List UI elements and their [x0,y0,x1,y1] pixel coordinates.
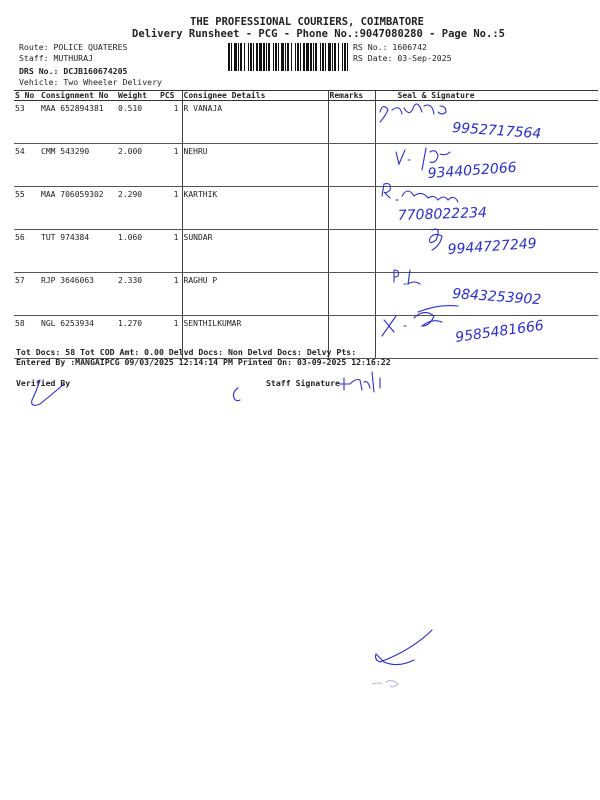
barcode-bar [328,43,331,71]
row-sno: 56 [14,230,40,273]
col-consignment: Consignment No [40,91,117,101]
staff-label: Staff: MUTHURAJ [19,53,93,63]
row-consignee: KARTHIK [182,187,328,230]
barcode-bar [344,43,346,71]
handwritten-phone: 9843253902 [451,286,542,309]
row-weight: 1.270 [117,316,159,359]
col-remarks: Remarks [328,91,375,101]
row-sno: 57 [14,273,40,316]
barcode-bar [263,43,265,71]
table-header-row [14,91,598,101]
row-remarks [328,144,375,187]
table-row [14,230,598,273]
staff-signature-label: Staff Signature [266,378,340,388]
barcode-bar [285,43,286,71]
barcode-bar [244,43,245,71]
bottom-scribble [376,630,433,665]
row-consignment: MAA 706059302 [40,187,117,230]
row-signature [375,230,598,273]
barcode-bar [295,43,296,71]
row-remarks [328,101,375,144]
row-weight: 2.330 [117,273,159,316]
row-remarks [328,230,375,273]
table-row [14,187,598,230]
route-label: Route: POLICE QUATERES [19,42,128,52]
row-pcs: 1 [159,230,182,273]
row-remarks [328,187,375,230]
row-weight: 1.060 [117,230,159,273]
barcode-bar [281,43,284,71]
row-weight: 0.510 [117,101,159,144]
barcode-bar [266,43,267,71]
barcode-bar [325,43,326,71]
rs-number: RS No.: 1606742 [353,42,427,52]
row-consignee: NEHRU [182,144,328,187]
totals-line: Tot Docs: 58 Tot COD Amt: 0.00 Delvd Docs: Non Delvd Docs: Delvy Pts: [16,347,357,357]
row-pcs: 1 [159,101,182,144]
barcode-bar [300,43,301,71]
barcode-bar [275,43,277,71]
barcode-graphic [228,43,350,71]
col-signature: Seal & Signature [375,91,598,101]
handwritten-phone: 7708022234 [397,204,488,224]
row-sno: 55 [14,187,40,230]
col-pcs: PCS [159,91,182,101]
barcode-bar [313,43,314,71]
vehicle-label: Vehicle: Two Wheeler Delivery [19,77,162,87]
barcode-bar [332,43,333,71]
row-weight: 2.000 [117,144,159,187]
row-signature [375,273,598,316]
barcode-bar [228,43,230,71]
row-sno: 54 [14,144,40,187]
handwritten-phone: 9952717564 [451,120,542,143]
row-consignee: RAGHU P [182,273,328,316]
barcode-bar [287,43,289,71]
barcode-bar [268,43,270,71]
barcode-bar [338,43,339,71]
barcode-bar [334,43,336,71]
handwritten-phone: 9344052066 [427,159,518,182]
company-name: THE PROFESSIONAL COURIERS, COIMBATORE [190,16,424,28]
faint-scribble [372,680,398,686]
row-pcs: 1 [159,187,182,230]
row-consignee: SUNDAR [182,230,328,273]
row-consignment: MAA 652894381 [40,101,117,144]
col-consignee: Consignee Details [182,91,328,101]
barcode-bar [310,43,312,71]
row-consignment: CMM 543290 [40,144,117,187]
col-weight: Weight [117,91,159,101]
rs-date: RS Date: 03-Sep-2025 [353,53,452,63]
barcode-bar [278,43,279,71]
row-consignment: RJP 3646063 [40,273,117,316]
barcode-bar [250,43,252,71]
row-weight: 2.290 [117,187,159,230]
barcode-bar [315,43,317,71]
runsheet-table [14,90,598,359]
barcode-bar [273,43,274,71]
row-sno: 58 [14,316,40,359]
barcode-bar [234,43,237,71]
col-sno: S No [14,91,40,101]
barcode-bar [291,43,292,71]
row-sno: 53 [14,101,40,144]
row-consignment: TUT 974384 [40,230,117,273]
row-consignee: R VANAJA [182,101,328,144]
barcode-bar [238,43,239,71]
barcode-bar [320,43,321,71]
barcode-bar [259,43,262,71]
barcode-bar [256,43,258,71]
stray-mark [234,388,241,401]
row-signature [375,101,598,144]
verified-by-label: Verified By [16,378,71,388]
row-signature [375,187,598,230]
drs-number: DRS No.: DCJB160674205 [19,66,128,76]
row-consignment: NGL 6253934 [40,316,117,359]
table-row [14,273,598,316]
handwritten-phone: 9585481666 [454,317,545,346]
row-pcs: 1 [159,273,182,316]
barcode-bar [248,43,249,71]
barcode [228,43,350,71]
barcode-bar [303,43,305,71]
barcode-bar [253,43,254,71]
row-signature [375,316,598,359]
barcode-bar [347,43,348,71]
handwritten-phone: 9944727249 [447,235,538,258]
row-pcs: 1 [159,316,182,359]
barcode-bar [297,43,299,71]
table-row [14,101,598,144]
row-remarks [328,273,375,316]
row-pcs: 1 [159,144,182,187]
barcode-bar [231,43,232,71]
barcode-bar [342,43,343,71]
barcode-bar [322,43,324,71]
entered-by-line: Entered By :MANGAIPCG 09/03/2025 12:14:14 PM Printed On: 03-09-2025 12:16:22 [16,357,391,367]
row-signature [375,144,598,187]
runsheet-subtitle: Delivery Runsheet - PCG - Phone No.:9047080280 - Page No.:5 [132,28,505,40]
staff-signature-mark [340,372,380,392]
barcode-bar [306,43,309,71]
table-row [14,144,598,187]
barcode-bar [240,43,242,71]
row-consignee: SENTHILKUMAR [182,316,328,359]
